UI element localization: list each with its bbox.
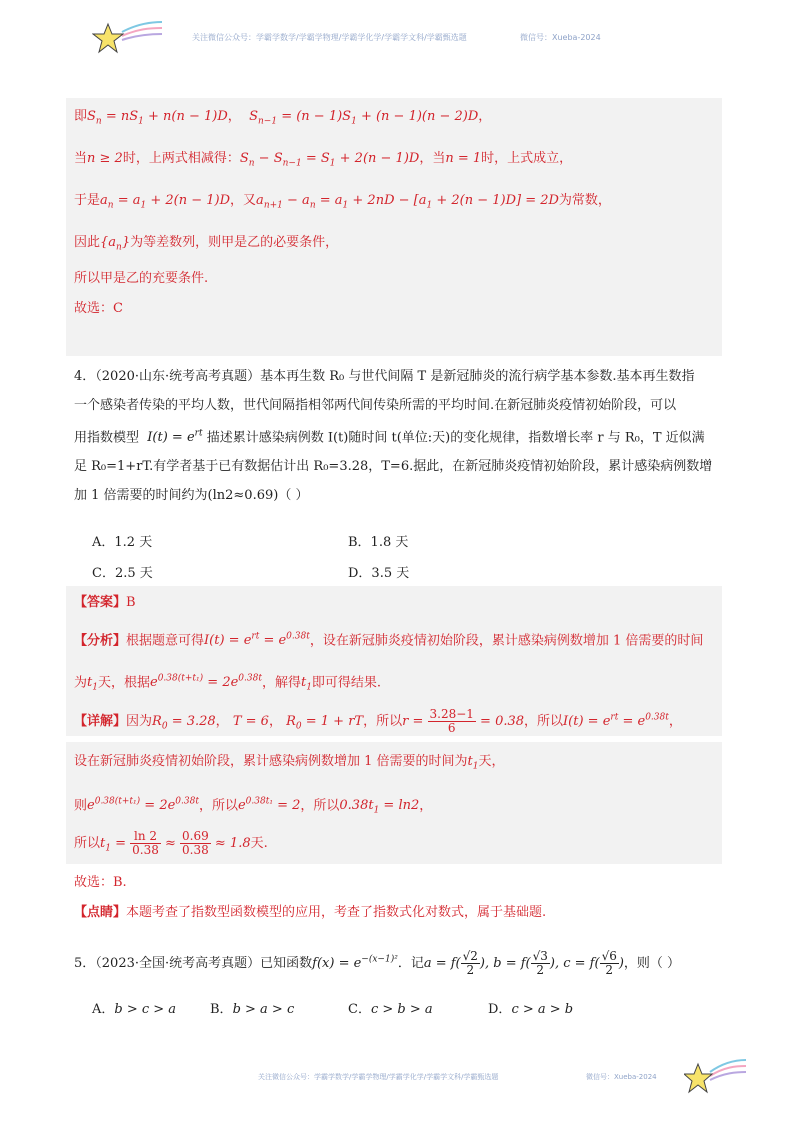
- question-number: 4．: [74, 369, 96, 384]
- comment-line: 【点睛】本题考查了指数型函数模型的应用，考查了指数式化对数式，属于基础题.: [74, 905, 547, 920]
- solution-line-5: 所以甲是乙的充要条件.: [74, 271, 209, 286]
- q5-option-a[interactable]: A．b > c > a: [92, 1002, 177, 1017]
- solution-line-4: 因此$\{a_n\}$为等差数列，则甲是乙的必要条件，: [74, 235, 339, 253]
- question-5-text: 5．（2023·全国·统考高考真题）已知函数$f(x) = e^{-(x-1)^2}$．记a = f( $\frac{√2}{2}$ ), b = f( $\frac{√3}{2}$ ), c = f( $\frac{√6}{2}$ )，则（ ）: [74, 949, 681, 977]
- detail-line-3: 则$e^{0.38(t+t_1)} = 2e^{0.38t}$，所以$e^{0.38t_1} = 2$，所以$0.38t_1 = \ln 2$，: [74, 797, 433, 816]
- star-logo-icon: [92, 18, 164, 60]
- option-b[interactable]: B．1.8 天: [348, 535, 409, 550]
- detail-line-4: 所以$t_1$ = $\frac{\ln 2}{0.38}$ ≈ $\frac{0.69}{0.38}$ ≈ 1.8天.: [74, 829, 268, 857]
- answer-line: 【答案】B: [74, 595, 136, 610]
- q5-option-b[interactable]: B．b > a > c: [210, 1002, 295, 1017]
- detail-line-2: 设在新冠肺炎疫情初始阶段，累计感染病例数增加 1 倍需要的时间为$t_1$天，: [74, 754, 505, 772]
- question-source: （2020·山东·统考高考真题）: [95, 369, 261, 384]
- solution-line-3: 于是$a_n = a_1 + 2(n - 1)D$，又$a_{n+1} - a_n = a_1 + 2nD - [a_1 + 2(n - 1)D] = 2D$为常数，: [74, 193, 611, 211]
- page-header: [0, 0, 794, 80]
- q5-option-d[interactable]: D．c > a > b: [488, 1002, 574, 1017]
- header-wechat-id: 微信号：Xueba-2024: [520, 33, 601, 42]
- choose-line: 故选：B.: [74, 875, 127, 890]
- answer-value: B: [126, 595, 136, 610]
- question-4-text: 4．（2020·山东·统考高考真题）基本再生数 R₀ 与世代间隔 T 是新冠肺炎的流行病学基本参数.基本再生数指 一个感染者传染的平均人数，世代间隔指相邻两代间传染所需的平均时间.在新冠肺炎疫情初始阶段，可以 用指数模型 $I(t) = e^{rt}$ 描述累计感染病例数 I(t)随时间 t(单位:天)的变化规律，指数增长率 r 与 R₀，T 近似满 足 R₀=1+rT.有学者基于已有数据估计出 R₀=3.28，T=6.据此，在新冠肺炎疫情初始阶段，累计感染病例数增 加 1 倍需要的时间约为(ln2≈0.69)（ ）: [74, 369, 713, 504]
- solution-line-6: 故选：C: [74, 301, 123, 316]
- analysis-line-1: 【分析】根据题意可得$I(t) = e^{rt} = e^{0.38t}$，设在新冠肺炎疫情初始阶段，累计感染病例数增加 1 倍需要的时间: [74, 632, 704, 649]
- question-number: 5．: [74, 956, 96, 971]
- question-source: （2023·全国·统考高考真题）: [95, 956, 261, 971]
- solution-line-1: 即$S_n = nS_1 + n(n - 1)D$， $S_{n-1} = (n - 1)S_1 + (n - 1)(n - 2)D$，: [74, 109, 492, 127]
- option-c[interactable]: C．2.5 天: [92, 566, 153, 581]
- header-links[interactable]: 关注微信公众号：学霸学数学/学霸学物理/学霸学化学/学霸学文科/学霸甄选题: [192, 33, 467, 42]
- detail-line-1: 【详解】因为$R_0 = 3.28$， T = 6， $R_0 = 1$ + rT，所以r = $\frac{3.28-1}{6}$ = 0.38，所以$I(t) = e^{rt} = e^{0.38t}$，: [74, 707, 682, 735]
- option-d[interactable]: D．3.5 天: [348, 566, 410, 581]
- star-logo-icon: [684, 1052, 748, 1096]
- analysis-line-2: 为$t_1$天，根据$e^{0.38(t+t_1)} = 2e^{0.38t}$，解得$t_1$即可得结果.: [74, 674, 382, 693]
- q5-option-c[interactable]: C．c > b > a: [348, 1002, 433, 1017]
- option-a[interactable]: A．1.2 天: [92, 535, 153, 550]
- footer-links[interactable]: 关注微信公众号：学霸学数学/学霸学物理/学霸学化学/学霸学文科/学霸甄选题: [258, 1073, 499, 1081]
- footer-wechat-id: 微信号：Xueba-2024: [586, 1073, 657, 1081]
- solution-shade-block: [66, 98, 722, 356]
- solution-line-2: 当n ≥ 2时，上两式相减得：$S_n - S_{n-1} = S_1 + 2(n - 1)D$，当n = 1时，上式成立，: [74, 151, 573, 169]
